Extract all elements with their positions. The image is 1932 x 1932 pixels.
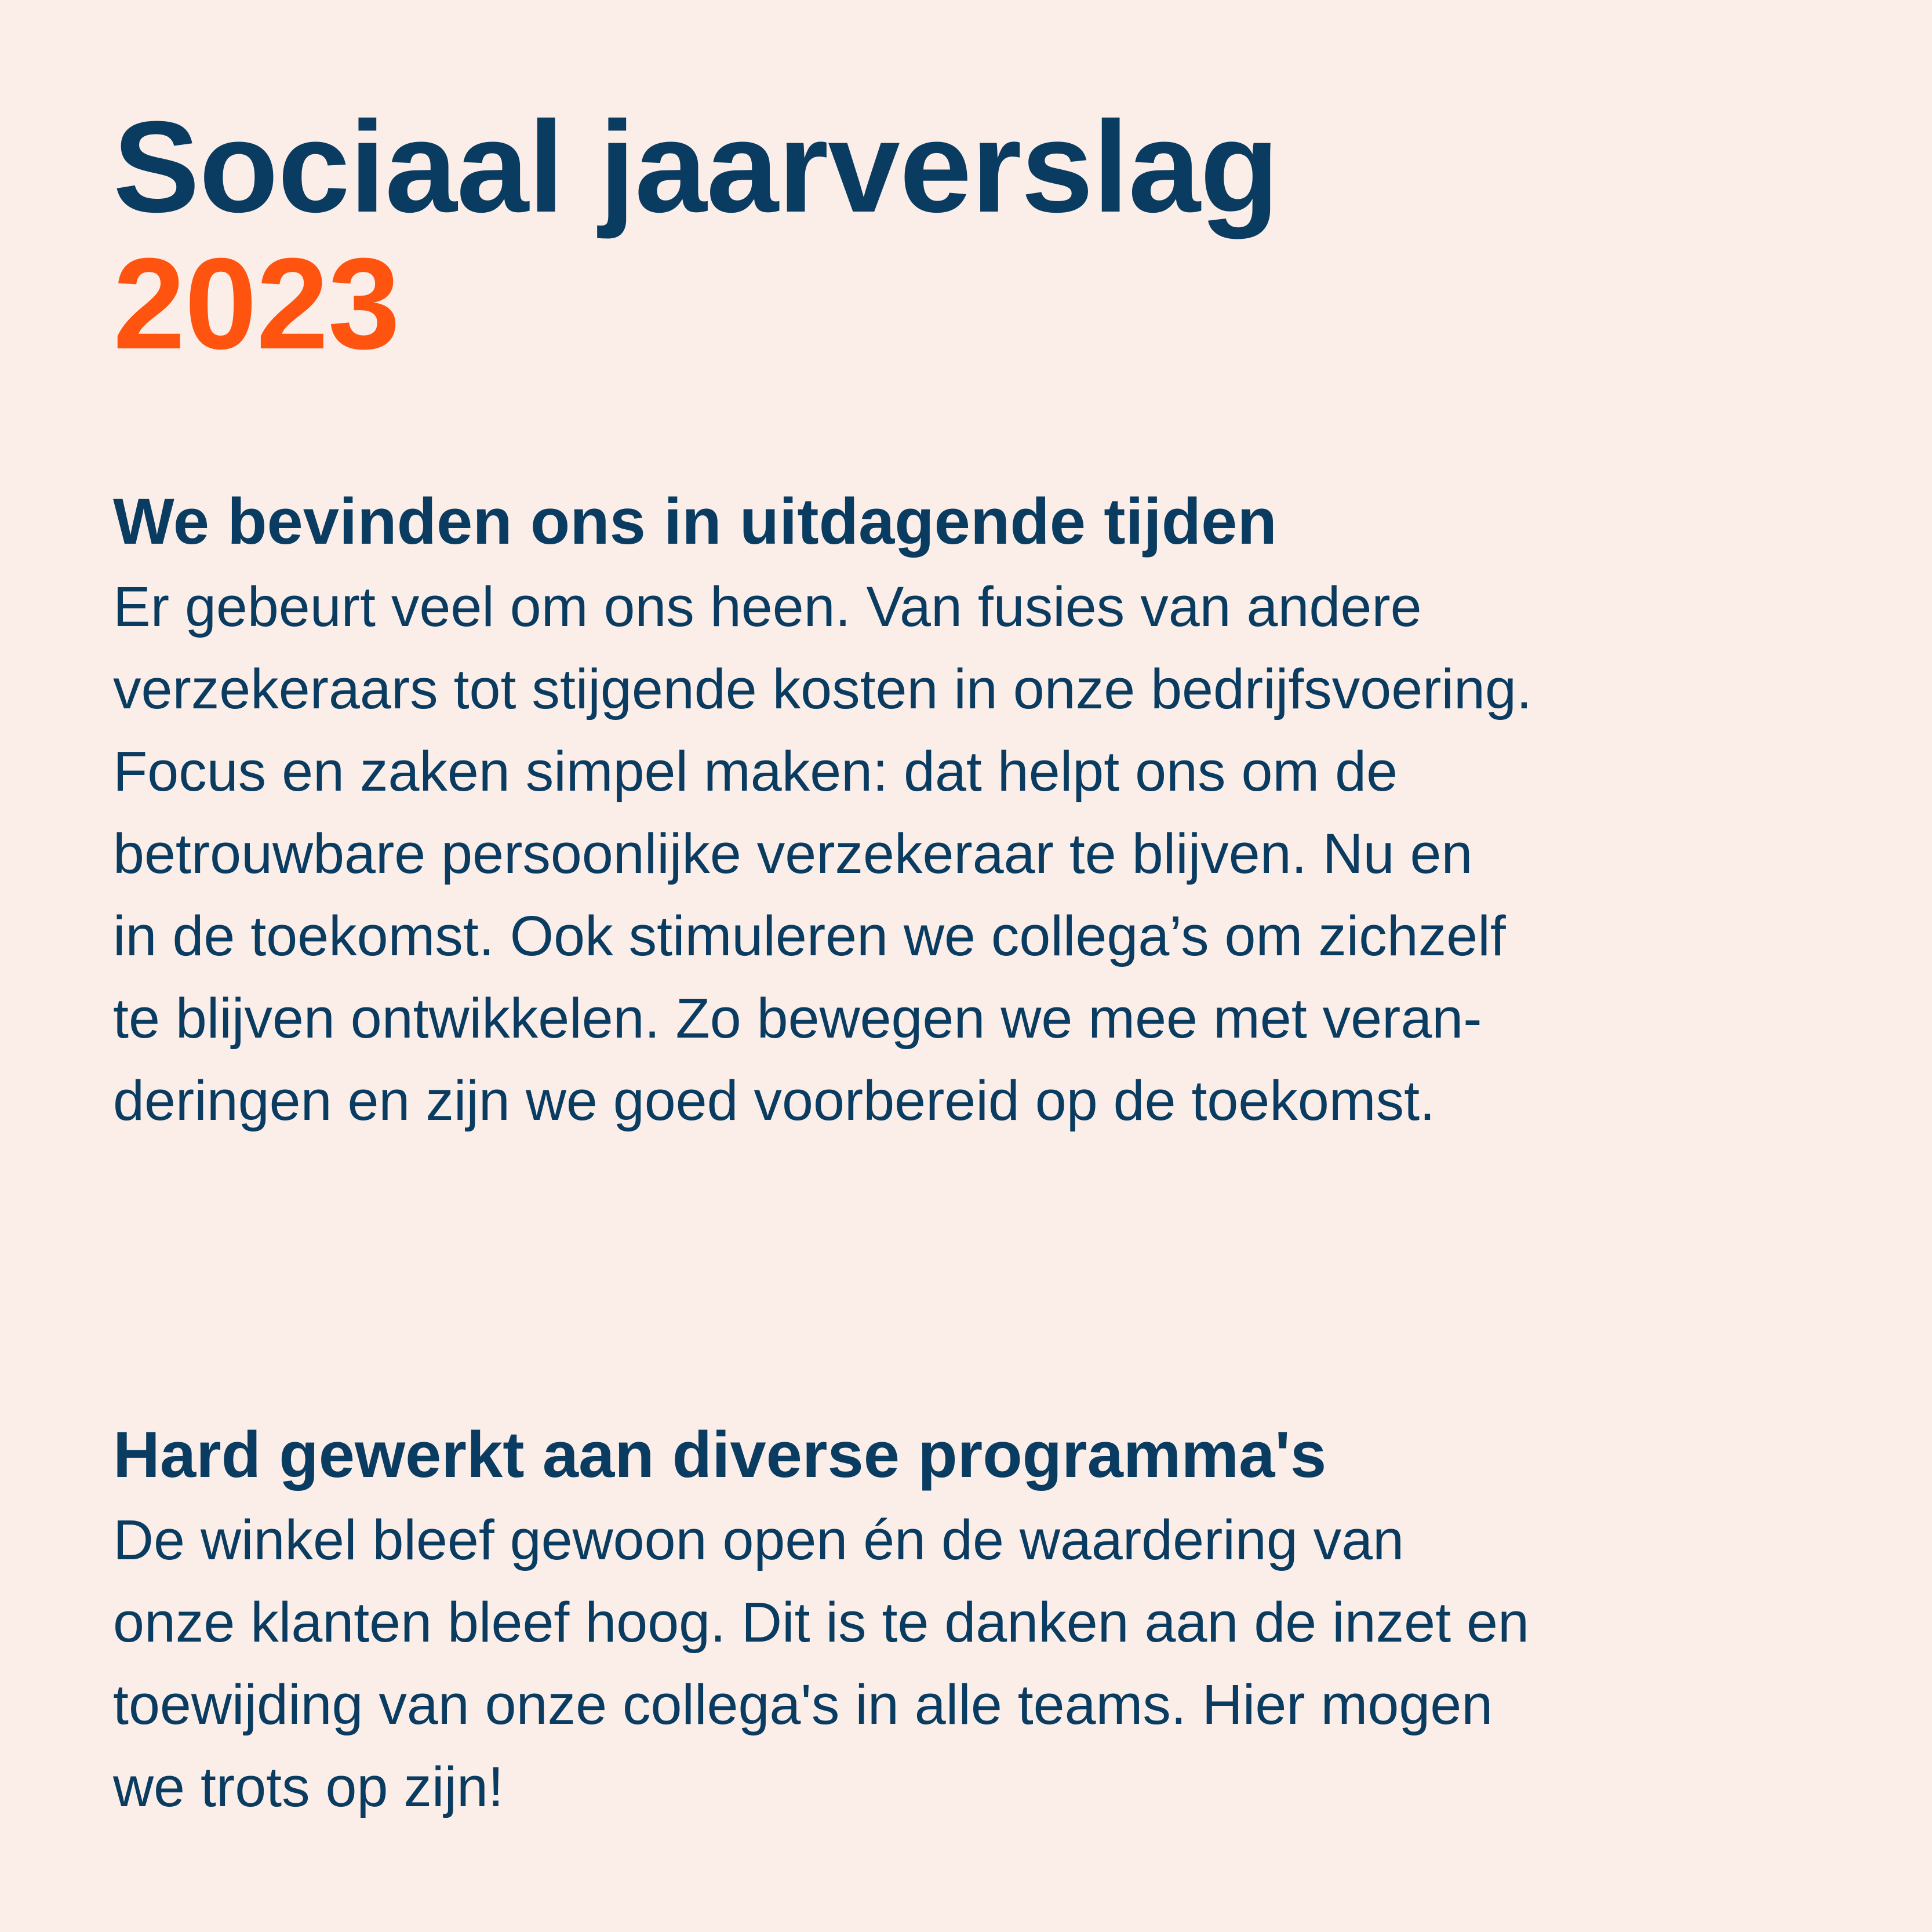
section-programs	[113, 1414, 1852, 1828]
paragraph-line: deringen en zijn we goed voorbereid op de toekomst.	[113, 1069, 1435, 1132]
paragraph-line: onze klanten bleef hoog. Dit is te danken aan de inzet en	[113, 1591, 1529, 1654]
paragraph-line: betrouwbare persoonlijke verzekeraar te blijven. Nu en	[113, 822, 1473, 885]
section-heading: We bevinden ons in uitdagende tijden	[113, 485, 1277, 558]
section-paragraph	[113, 566, 1852, 1142]
section-heading: Hard gewerkt aan diverse programma's	[113, 1418, 1327, 1491]
paragraph-line: te blijven ontwikkelen. Zo bewegen we mee met veran-	[113, 987, 1482, 1050]
paragraph-line: in de toekomst. Ook stimuleren we collega’s om zichzelf	[113, 904, 1506, 967]
section-challenging-times	[113, 481, 1852, 1142]
title-block	[113, 94, 1852, 376]
page-title: Sociaal jaarverslag	[113, 94, 1279, 239]
paragraph-line: Focus en zaken simpel maken: dat helpt ons om de	[113, 740, 1398, 803]
paragraph-line: Er gebeurt veel om ons heen. Van fusies van andere	[113, 575, 1422, 638]
report-year: 2023	[113, 231, 400, 376]
paragraph-line: De winkel bleef gewoon open én de waardering van	[113, 1508, 1405, 1571]
paragraph-line: verzekeraars tot stijgende kosten in onze bedrijfsvoering.	[113, 657, 1532, 721]
paragraph-line: toewijding van onze collega's in alle teams. Hier mogen	[113, 1673, 1493, 1736]
paragraph-line: we trots op zijn!	[113, 1755, 504, 1818]
section-paragraph	[113, 1499, 1852, 1828]
